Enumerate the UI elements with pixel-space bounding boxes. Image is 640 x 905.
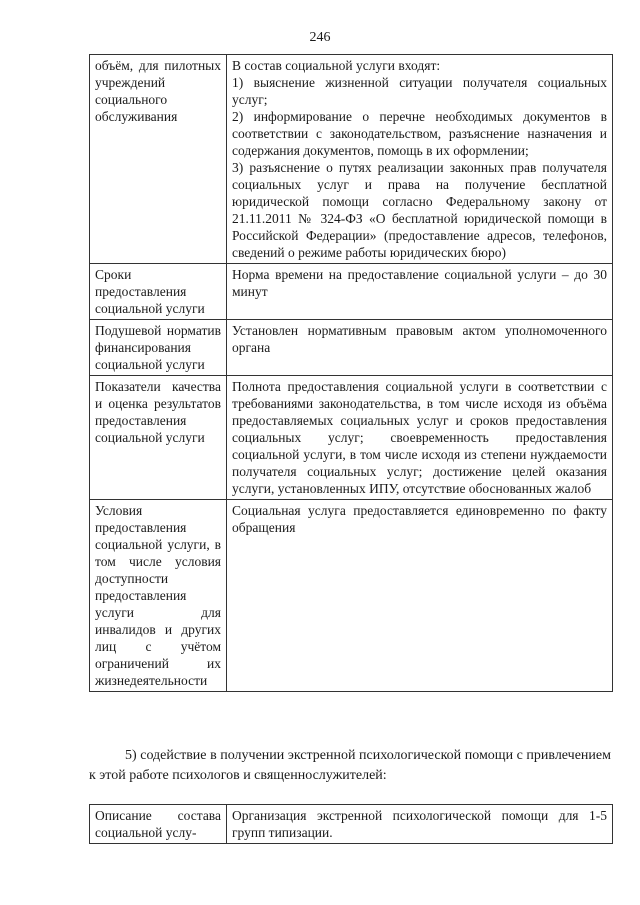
row-content	[227, 376, 613, 500]
content-line: В состав социальной услуги входят:	[232, 58, 441, 73]
table-row	[90, 376, 613, 500]
row-label: Подушевой норматив финансирования социальной услуги	[90, 320, 227, 376]
row-content	[227, 805, 613, 844]
table-row	[90, 264, 613, 320]
row-content	[227, 55, 613, 264]
content-line: Норма времени на предоставление социальной услуги – до 30 минут	[232, 267, 607, 299]
content-line: Социальная услуга предоставляется единовременно по факту обращения	[232, 503, 607, 535]
content-line: 2) информирование о перечне необходимых документов в соответствии с законодательством, разъяснение назначения и содержания документов, помощь в их оформлении;	[232, 109, 607, 158]
service-table-2	[89, 804, 613, 844]
content-line: Организация экстренной психологической помощи для 1-5 групп типизации.	[232, 808, 607, 840]
section-paragraph	[89, 746, 611, 786]
row-label: Условия предоставления социальной услуги, в том числе условия доступности предоставления услуги для инвалидов и других лиц с учётом ограничений их жизнедеятельности	[90, 500, 227, 692]
content-line: Установлен нормативным правовым актом уполномоченного органа	[232, 323, 607, 355]
row-content	[227, 264, 613, 320]
table-row	[90, 55, 613, 264]
content-line: Полнота предоставления социальной услуги в соответствии с требованиями законодательства, в том числе исходя из объёма предоставляемых социальных услуг и сроков предоставления социальных услуг; своевременность предоставления социальной услуги, в том числе исходя из степени нуждаемости получателя социальных услуг; достижение целей оказания услуги, установленных ИПУ, отсутствие обоснованных жалоб	[232, 379, 607, 496]
paragraph-text: 5) содействие в получении экстренной психологической помощи с привлечением к этой работе психологов и священнослужителей:	[89, 748, 611, 783]
content-line: 3) разъяснение о путях реализации законных прав получателя социальных услуг и права на получение бесплатной юридической помощи согласно Федеральному закону от 21.11.2011 № 324-ФЗ «О бесплатной юридической помощи в Российской Федерации» (предоставление адресов, телефонов, сведений о режиме работы юридических бюро)	[232, 160, 607, 260]
row-label: Сроки предоставления социальной услуги	[90, 264, 227, 320]
table-row	[90, 805, 613, 844]
row-label: Описание состава социальной услу-	[90, 805, 227, 844]
row-label: Показатели качества и оценка результатов предоставления социальной услуги	[90, 376, 227, 500]
content-line: 1) выяснение жизненной ситуации получателя социальных услуг;	[232, 75, 607, 107]
table-row	[90, 500, 613, 692]
page-number: 246	[309, 30, 331, 45]
table-row	[90, 320, 613, 376]
row-label: объём, для пилотных учреждений социального обслуживания	[90, 55, 227, 264]
row-content	[227, 320, 613, 376]
service-table	[89, 54, 613, 692]
row-content	[227, 500, 613, 692]
